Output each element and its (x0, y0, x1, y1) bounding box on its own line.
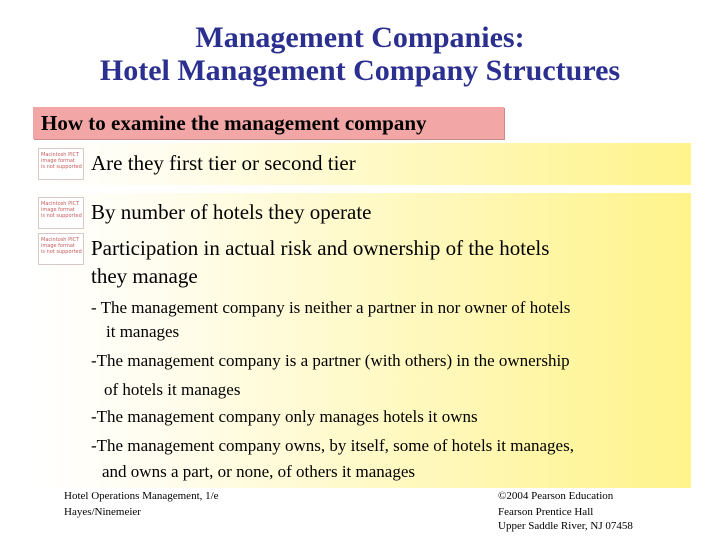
footer-book-title: Hotel Operations Management, 1/e (64, 490, 219, 502)
slide-title-line-1: Management Companies: (195, 21, 525, 54)
footer-address: Upper Saddle River, NJ 07458 (498, 520, 633, 532)
slide-title-line-2: Hotel Management Company Structures (99, 54, 621, 87)
sub-point-cont: it manages (106, 322, 180, 341)
footer-copyright: ©2004 Pearson Education (498, 490, 614, 502)
bullet-image-icon: Macintosh PICT image format is not supported (38, 148, 84, 180)
sub-point: -The management company owns, by itself, some of hotels it manages, (91, 436, 574, 455)
bullet-text-hotel-count: By number of hotels they operate (91, 200, 372, 224)
sub-point-cont: and owns a part, or none, of others it manages (102, 462, 415, 481)
bullet-image-icon: Macintosh PICT image format is not supported (38, 197, 84, 229)
sub-point: -The management company is a partner (with others) in the ownership (91, 351, 570, 370)
section-header-label: How to examine the management company (41, 111, 427, 135)
footer-publisher: Fearson Prentice Hall (498, 506, 594, 518)
sub-point: -The management company only manages hotels it owns (91, 407, 478, 426)
footer-authors: Hayes/Ninemeier (64, 506, 141, 518)
bullet-text-participation-cont: they manage (91, 264, 198, 288)
sub-point: - The management company is neither a partner in nor owner of hotels (91, 298, 571, 317)
bullet-text-participation: Participation in actual risk and ownership of the hotels (91, 236, 550, 260)
bullet-image-icon: Macintosh PICT image format is not supported (38, 233, 84, 265)
bullet-text-tier: Are they first tier or second tier (91, 151, 356, 175)
sub-point-cont: of hotels it manages (104, 380, 241, 399)
section-header (33, 107, 504, 139)
